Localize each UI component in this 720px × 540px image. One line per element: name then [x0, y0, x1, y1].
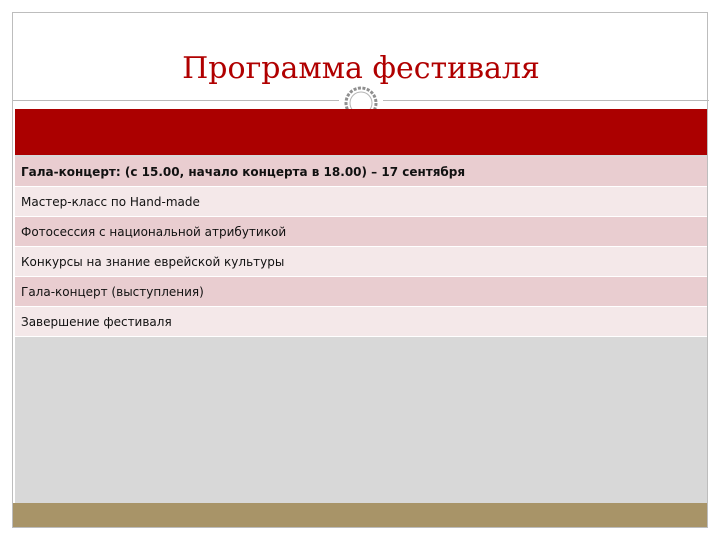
title-divider-right — [383, 100, 709, 101]
table-header-bar — [15, 109, 707, 155]
title-divider-left — [13, 100, 339, 101]
slide-title: Программа фестиваля — [182, 51, 540, 86]
table-row: Гала-концерт: (с 15.00, начало концерта в 18.00) – 17 сентября — [15, 157, 707, 187]
table-row: Мастер-класс по Hand-made — [15, 187, 707, 217]
table-row: Фотосессия с национальной атрибутикой — [15, 217, 707, 247]
program-table — [15, 157, 707, 337]
slide — [12, 12, 708, 528]
table-row: Завершение фестиваля — [15, 307, 707, 337]
footer-bar — [13, 503, 707, 527]
table-row: Конкурсы на знание еврейской культуры — [15, 247, 707, 277]
table-row: Гала-концерт (выступления) — [15, 277, 707, 307]
